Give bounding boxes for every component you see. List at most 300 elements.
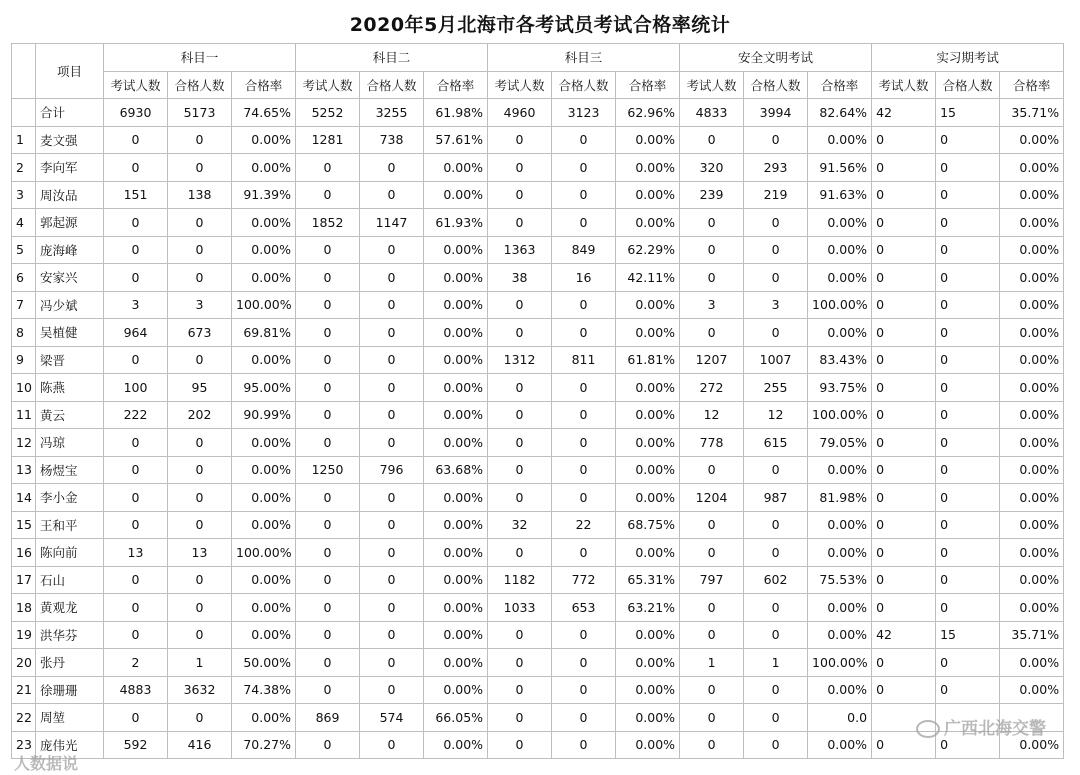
value-cell: 0.00% bbox=[808, 594, 872, 622]
value-cell: 239 bbox=[680, 181, 744, 209]
value-cell: 95.00% bbox=[232, 374, 296, 402]
row-number: 7 bbox=[12, 291, 36, 319]
table-row bbox=[12, 484, 1064, 512]
value-cell: 0 bbox=[360, 484, 424, 512]
value-cell: 0 bbox=[872, 456, 936, 484]
examiner-name: 石山 bbox=[36, 566, 104, 594]
total-value-cell: 62.96% bbox=[616, 99, 680, 127]
value-cell: 62.29% bbox=[616, 236, 680, 264]
value-cell: 65.31% bbox=[616, 566, 680, 594]
value-cell: 0 bbox=[488, 484, 552, 512]
value-cell: 0 bbox=[872, 594, 936, 622]
value-cell: 0 bbox=[168, 594, 232, 622]
value-cell: 0 bbox=[296, 649, 360, 677]
value-cell: 0 bbox=[872, 401, 936, 429]
value-cell: 1182 bbox=[488, 566, 552, 594]
value-cell: 0.00% bbox=[424, 401, 488, 429]
table-row bbox=[12, 319, 1064, 347]
value-cell: 0 bbox=[680, 539, 744, 567]
value-cell: 0 bbox=[872, 236, 936, 264]
value-cell: 0 bbox=[296, 594, 360, 622]
value-cell: 57.61% bbox=[424, 126, 488, 154]
value-cell: 0.00% bbox=[1000, 209, 1064, 237]
value-cell: 0.00% bbox=[1000, 264, 1064, 292]
value-cell: 61.81% bbox=[616, 346, 680, 374]
total-value-cell: 42 bbox=[872, 99, 936, 127]
value-cell: 0 bbox=[936, 209, 1000, 237]
value-cell: 0.00% bbox=[1000, 374, 1064, 402]
value-cell: 83.43% bbox=[808, 346, 872, 374]
value-cell: 0 bbox=[104, 704, 168, 732]
examiner-name: 梁晋 bbox=[36, 346, 104, 374]
value-cell: 320 bbox=[680, 154, 744, 182]
value-cell: 0.00% bbox=[424, 621, 488, 649]
value-cell: 90.99% bbox=[232, 401, 296, 429]
row-number: 21 bbox=[12, 676, 36, 704]
watermark-right bbox=[916, 714, 1046, 739]
value-cell: 0 bbox=[552, 401, 616, 429]
value-cell: 69.81% bbox=[232, 319, 296, 347]
group-subject3: 科目三 bbox=[488, 44, 680, 72]
value-cell: 0 bbox=[360, 236, 424, 264]
value-cell: 0 bbox=[488, 649, 552, 677]
value-cell: 66.05% bbox=[424, 704, 488, 732]
value-cell: 0.00% bbox=[616, 621, 680, 649]
value-cell: 0.00% bbox=[424, 484, 488, 512]
value-cell: 0.00% bbox=[424, 731, 488, 759]
table-row bbox=[12, 429, 1064, 457]
value-cell: 0 bbox=[680, 621, 744, 649]
value-cell: 0 bbox=[936, 566, 1000, 594]
value-cell: 0 bbox=[168, 566, 232, 594]
value-cell: 0 bbox=[552, 374, 616, 402]
value-cell: 0.00% bbox=[424, 291, 488, 319]
value-cell: 0.00% bbox=[616, 484, 680, 512]
table-row bbox=[12, 676, 1064, 704]
value-cell: 0 bbox=[488, 539, 552, 567]
value-cell: 81.98% bbox=[808, 484, 872, 512]
value-cell: 416 bbox=[168, 731, 232, 759]
value-cell: 772 bbox=[552, 566, 616, 594]
total-value-cell: 6930 bbox=[104, 99, 168, 127]
value-cell: 0.00% bbox=[232, 594, 296, 622]
total-row bbox=[12, 99, 1064, 127]
subheader-cell: 考试人数 bbox=[488, 71, 552, 99]
value-cell: 0 bbox=[296, 181, 360, 209]
value-cell: 0 bbox=[360, 511, 424, 539]
total-value-cell: 3255 bbox=[360, 99, 424, 127]
value-cell: 0 bbox=[296, 484, 360, 512]
value-cell: 0 bbox=[680, 209, 744, 237]
row-number: 22 bbox=[12, 704, 36, 732]
value-cell: 0 bbox=[296, 429, 360, 457]
value-cell: 0 bbox=[936, 731, 1000, 759]
row-number: 8 bbox=[12, 319, 36, 347]
value-cell: 0 bbox=[680, 676, 744, 704]
value-cell: 0 bbox=[872, 319, 936, 347]
value-cell: 0 bbox=[488, 621, 552, 649]
examiner-name: 张丹 bbox=[36, 649, 104, 677]
value-cell: 0 bbox=[360, 566, 424, 594]
value-cell: 0 bbox=[104, 209, 168, 237]
value-cell: 0 bbox=[552, 621, 616, 649]
value-cell: 0.00% bbox=[616, 374, 680, 402]
table-row bbox=[12, 264, 1064, 292]
value-cell: 0 bbox=[104, 484, 168, 512]
value-cell: 100.00% bbox=[808, 401, 872, 429]
value-cell: 0 bbox=[488, 731, 552, 759]
examiner-name: 周汝品 bbox=[36, 181, 104, 209]
row-number: 23 bbox=[12, 731, 36, 759]
value-cell: 964 bbox=[104, 319, 168, 347]
value-cell: 0 bbox=[872, 429, 936, 457]
row-number: 4 bbox=[12, 209, 36, 237]
row-number: 1 bbox=[12, 126, 36, 154]
value-cell: 0 bbox=[936, 676, 1000, 704]
value-cell: 0 bbox=[296, 401, 360, 429]
row-number: 12 bbox=[12, 429, 36, 457]
row-number: 2 bbox=[12, 154, 36, 182]
total-value-cell: 5173 bbox=[168, 99, 232, 127]
value-cell: 272 bbox=[680, 374, 744, 402]
value-cell: 0 bbox=[168, 346, 232, 374]
value-cell: 16 bbox=[552, 264, 616, 292]
value-cell: 0.00% bbox=[232, 236, 296, 264]
examiner-name: 吴植健 bbox=[36, 319, 104, 347]
value-cell: 0 bbox=[552, 209, 616, 237]
row-number: 15 bbox=[12, 511, 36, 539]
value-cell: 0 bbox=[552, 456, 616, 484]
value-cell: 0 bbox=[360, 649, 424, 677]
group-subject1: 科目一 bbox=[104, 44, 296, 72]
value-cell: 0.00% bbox=[232, 704, 296, 732]
value-cell: 79.05% bbox=[808, 429, 872, 457]
subheader-cell: 合格人数 bbox=[360, 71, 424, 99]
table-row bbox=[12, 346, 1064, 374]
value-cell: 0.00% bbox=[424, 181, 488, 209]
value-cell: 1 bbox=[680, 649, 744, 677]
value-cell: 0 bbox=[296, 539, 360, 567]
value-cell: 0.00% bbox=[232, 154, 296, 182]
value-cell: 0.00% bbox=[424, 566, 488, 594]
value-cell: 0.00% bbox=[616, 291, 680, 319]
value-cell: 0.00% bbox=[1000, 594, 1064, 622]
value-cell: 0 bbox=[936, 346, 1000, 374]
value-cell: 0 bbox=[552, 319, 616, 347]
examiner-name: 冯琼 bbox=[36, 429, 104, 457]
value-cell: 0.00% bbox=[808, 621, 872, 649]
value-cell: 0 bbox=[744, 704, 808, 732]
value-cell: 0 bbox=[552, 181, 616, 209]
value-cell: 0 bbox=[936, 401, 1000, 429]
value-cell: 0 bbox=[488, 319, 552, 347]
value-cell: 0 bbox=[744, 511, 808, 539]
value-cell: 0 bbox=[936, 429, 1000, 457]
value-cell: 673 bbox=[168, 319, 232, 347]
value-cell: 0.00% bbox=[616, 181, 680, 209]
value-cell: 100.00% bbox=[808, 291, 872, 319]
value-cell: 0.00% bbox=[616, 429, 680, 457]
value-cell: 0 bbox=[168, 236, 232, 264]
value-cell: 3 bbox=[744, 291, 808, 319]
value-cell: 0 bbox=[360, 401, 424, 429]
value-cell: 100.00% bbox=[232, 539, 296, 567]
value-cell: 13 bbox=[104, 539, 168, 567]
value-cell: 0.00% bbox=[808, 676, 872, 704]
value-cell: 0.00% bbox=[616, 731, 680, 759]
value-cell: 74.38% bbox=[232, 676, 296, 704]
value-cell: 91.39% bbox=[232, 181, 296, 209]
value-cell: 0.00% bbox=[424, 319, 488, 347]
value-cell: 0 bbox=[488, 429, 552, 457]
value-cell: 0.00% bbox=[808, 731, 872, 759]
value-cell: 1204 bbox=[680, 484, 744, 512]
table-row bbox=[12, 594, 1064, 622]
value-cell: 0 bbox=[168, 456, 232, 484]
row-number: 10 bbox=[12, 374, 36, 402]
value-cell: 0 bbox=[872, 374, 936, 402]
subheader-cell: 合格率 bbox=[808, 71, 872, 99]
value-cell: 0.00% bbox=[424, 429, 488, 457]
value-cell: 3 bbox=[104, 291, 168, 319]
value-cell: 0.00% bbox=[232, 346, 296, 374]
examiner-name: 陈燕 bbox=[36, 374, 104, 402]
value-cell: 1250 bbox=[296, 456, 360, 484]
value-cell: 0 bbox=[936, 126, 1000, 154]
value-cell: 0.00% bbox=[616, 676, 680, 704]
value-cell: 12 bbox=[680, 401, 744, 429]
value-cell: 0 bbox=[104, 456, 168, 484]
value-cell: 0.00% bbox=[808, 511, 872, 539]
table-row bbox=[12, 236, 1064, 264]
value-cell: 0 bbox=[744, 621, 808, 649]
examiner-name: 庞海峰 bbox=[36, 236, 104, 264]
value-cell: 70.27% bbox=[232, 731, 296, 759]
value-cell: 0.00% bbox=[1000, 456, 1064, 484]
value-cell: 0 bbox=[360, 539, 424, 567]
subheader-cell: 合格人数 bbox=[168, 71, 232, 99]
value-cell: 0 bbox=[296, 374, 360, 402]
value-cell: 0 bbox=[360, 731, 424, 759]
value-cell: 75.53% bbox=[808, 566, 872, 594]
value-cell: 0 bbox=[168, 704, 232, 732]
value-cell: 293 bbox=[744, 154, 808, 182]
value-cell: 0.00% bbox=[808, 236, 872, 264]
value-cell: 0 bbox=[360, 429, 424, 457]
value-cell: 0 bbox=[552, 649, 616, 677]
value-cell: 100.00% bbox=[232, 291, 296, 319]
value-cell: 0.00% bbox=[424, 511, 488, 539]
value-cell: 0 bbox=[872, 126, 936, 154]
examiner-name: 郭起源 bbox=[36, 209, 104, 237]
total-value-cell: 3123 bbox=[552, 99, 616, 127]
value-cell: 0.00% bbox=[1000, 319, 1064, 347]
value-cell: 0.00% bbox=[232, 484, 296, 512]
value-cell: 0.00% bbox=[808, 539, 872, 567]
table-row bbox=[12, 511, 1064, 539]
value-cell: 0.00% bbox=[424, 346, 488, 374]
value-cell: 0 bbox=[296, 154, 360, 182]
row-number: 11 bbox=[12, 401, 36, 429]
examiner-name: 李小金 bbox=[36, 484, 104, 512]
value-cell: 0 bbox=[168, 126, 232, 154]
value-cell: 0.00% bbox=[232, 566, 296, 594]
total-value-cell: 4833 bbox=[680, 99, 744, 127]
subheader-cell: 合格人数 bbox=[552, 71, 616, 99]
row-number: 17 bbox=[12, 566, 36, 594]
value-cell: 0 bbox=[872, 154, 936, 182]
value-cell: 0.00% bbox=[1000, 346, 1064, 374]
value-cell: 0 bbox=[296, 319, 360, 347]
value-cell: 100.00% bbox=[808, 649, 872, 677]
value-cell: 0 bbox=[296, 621, 360, 649]
table-row bbox=[12, 181, 1064, 209]
header-row-subcolumns bbox=[12, 71, 1064, 99]
value-cell: 0 bbox=[872, 291, 936, 319]
value-cell: 0 bbox=[936, 374, 1000, 402]
wechat-icon bbox=[916, 720, 940, 738]
value-cell: 0 bbox=[488, 154, 552, 182]
value-cell: 0 bbox=[744, 236, 808, 264]
value-cell: 0 bbox=[488, 401, 552, 429]
examiner-name: 陈向前 bbox=[36, 539, 104, 567]
value-cell: 653 bbox=[552, 594, 616, 622]
value-cell: 0 bbox=[488, 676, 552, 704]
value-cell: 0 bbox=[680, 319, 744, 347]
group-probation: 实习期考试 bbox=[872, 44, 1064, 72]
value-cell: 0.00% bbox=[616, 319, 680, 347]
value-cell: 15 bbox=[936, 621, 1000, 649]
value-cell: 0.00% bbox=[1000, 566, 1064, 594]
value-cell: 0 bbox=[936, 264, 1000, 292]
table-body bbox=[12, 99, 1064, 759]
value-cell: 0 bbox=[872, 264, 936, 292]
value-cell: 1 bbox=[168, 649, 232, 677]
value-cell: 1147 bbox=[360, 209, 424, 237]
value-cell: 0.00% bbox=[424, 594, 488, 622]
value-cell: 0.00% bbox=[424, 154, 488, 182]
value-cell: 0.00% bbox=[232, 456, 296, 484]
table-row bbox=[12, 566, 1064, 594]
value-cell: 0 bbox=[936, 181, 1000, 209]
value-cell: 0.00% bbox=[808, 319, 872, 347]
value-cell: 0 bbox=[552, 676, 616, 704]
value-cell: 95 bbox=[168, 374, 232, 402]
total-value-cell: 82.64% bbox=[808, 99, 872, 127]
value-cell: 1852 bbox=[296, 209, 360, 237]
subheader-cell: 考试人数 bbox=[296, 71, 360, 99]
value-cell: 0 bbox=[872, 566, 936, 594]
table-row bbox=[12, 209, 1064, 237]
value-cell: 0.00% bbox=[424, 676, 488, 704]
value-cell: 0.00% bbox=[424, 374, 488, 402]
value-cell: 0 bbox=[552, 154, 616, 182]
table-row bbox=[12, 704, 1064, 732]
value-cell: 0 bbox=[488, 704, 552, 732]
examiner-name: 庞伟光 bbox=[36, 731, 104, 759]
value-cell: 0 bbox=[936, 456, 1000, 484]
value-cell: 1281 bbox=[296, 126, 360, 154]
value-cell: 0 bbox=[104, 594, 168, 622]
value-cell: 0.00% bbox=[808, 264, 872, 292]
subheader-cell: 合格率 bbox=[424, 71, 488, 99]
value-cell: 0.00% bbox=[232, 429, 296, 457]
subheader-cell: 合格人数 bbox=[936, 71, 1000, 99]
total-label: 合计 bbox=[36, 99, 104, 127]
value-cell: 0 bbox=[936, 539, 1000, 567]
value-cell: 0 bbox=[104, 566, 168, 594]
value-cell: 987 bbox=[744, 484, 808, 512]
value-cell: 222 bbox=[104, 401, 168, 429]
value-cell: 50.00% bbox=[232, 649, 296, 677]
value-cell: 0 bbox=[360, 181, 424, 209]
value-cell: 3632 bbox=[168, 676, 232, 704]
table-row bbox=[12, 731, 1064, 759]
value-cell: 0 bbox=[104, 264, 168, 292]
value-cell: 0.00% bbox=[1000, 511, 1064, 539]
table-row bbox=[12, 456, 1064, 484]
value-cell: 35.71% bbox=[1000, 621, 1064, 649]
value-cell: 38 bbox=[488, 264, 552, 292]
table-row bbox=[12, 374, 1064, 402]
value-cell: 0 bbox=[104, 126, 168, 154]
value-cell: 0.00% bbox=[616, 704, 680, 732]
total-value-cell: 3994 bbox=[744, 99, 808, 127]
total-value-cell: 4960 bbox=[488, 99, 552, 127]
value-cell: 0 bbox=[680, 704, 744, 732]
subheader-cell: 合格率 bbox=[1000, 71, 1064, 99]
examiner-name: 麦文强 bbox=[36, 126, 104, 154]
value-cell: 0.00% bbox=[1000, 676, 1064, 704]
value-cell: 0 bbox=[552, 429, 616, 457]
header-item: 项目 bbox=[36, 44, 104, 99]
value-cell: 0 bbox=[872, 539, 936, 567]
row-number: 5 bbox=[12, 236, 36, 264]
value-cell: 0 bbox=[360, 374, 424, 402]
value-cell: 12 bbox=[744, 401, 808, 429]
value-cell: 0 bbox=[104, 621, 168, 649]
value-cell: 797 bbox=[680, 566, 744, 594]
value-cell: 0 bbox=[680, 456, 744, 484]
value-cell: 63.21% bbox=[616, 594, 680, 622]
value-cell: 42.11% bbox=[616, 264, 680, 292]
row-number: 19 bbox=[12, 621, 36, 649]
value-cell: 0.00% bbox=[1000, 236, 1064, 264]
subheader-cell: 考试人数 bbox=[104, 71, 168, 99]
value-cell: 32 bbox=[488, 511, 552, 539]
value-cell: 202 bbox=[168, 401, 232, 429]
value-cell: 1207 bbox=[680, 346, 744, 374]
value-cell: 0 bbox=[488, 181, 552, 209]
group-safety: 安全文明考试 bbox=[680, 44, 872, 72]
examiner-name: 周堃 bbox=[36, 704, 104, 732]
value-cell: 0 bbox=[552, 291, 616, 319]
subheader-cell: 合格人数 bbox=[744, 71, 808, 99]
value-cell: 0 bbox=[680, 511, 744, 539]
total-index-cell bbox=[12, 99, 36, 127]
value-cell: 91.63% bbox=[808, 181, 872, 209]
value-cell: 0 bbox=[488, 456, 552, 484]
value-cell: 0 bbox=[360, 346, 424, 374]
examiner-name: 徐珊珊 bbox=[36, 676, 104, 704]
value-cell: 0 bbox=[936, 154, 1000, 182]
row-number: 14 bbox=[12, 484, 36, 512]
value-cell: 0 bbox=[168, 154, 232, 182]
total-value-cell: 61.98% bbox=[424, 99, 488, 127]
value-cell: 0.00% bbox=[808, 126, 872, 154]
value-cell: 22 bbox=[552, 511, 616, 539]
total-value-cell: 74.65% bbox=[232, 99, 296, 127]
